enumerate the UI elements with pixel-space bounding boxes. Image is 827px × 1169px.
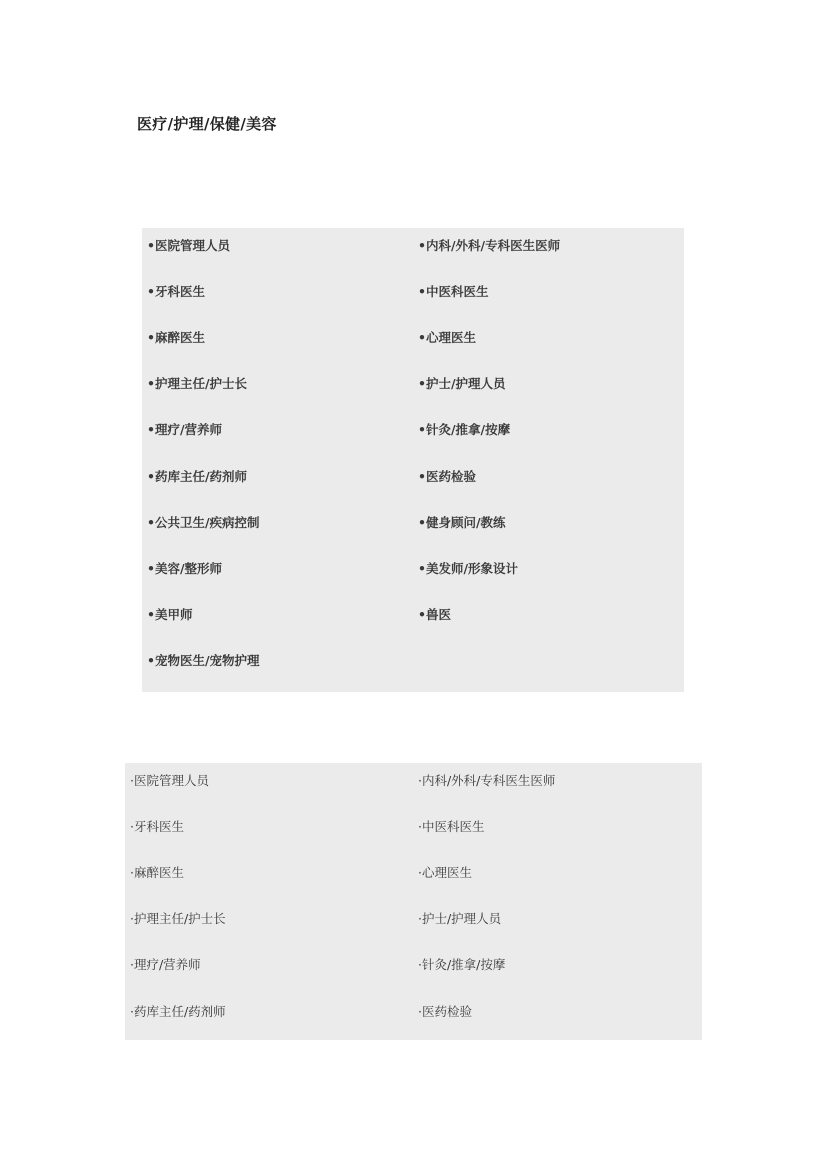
category-link[interactable]: •针灸/推拿/按摩: [418, 422, 511, 438]
category-link[interactable]: •护理主任/护士长: [147, 376, 248, 392]
category-link[interactable]: ·中医科医生: [418, 819, 485, 835]
category-link[interactable]: •护士/护理人员: [418, 376, 506, 392]
category-link[interactable]: ·护士/护理人员: [418, 911, 502, 927]
category-link[interactable]: ·药库主任/药剂师: [130, 1003, 226, 1019]
category-link[interactable]: •美发师/形象设计: [418, 560, 519, 576]
category-link[interactable]: •中医科医生: [418, 284, 489, 300]
category-list-bold: [142, 228, 684, 692]
category-link[interactable]: •心理医生: [418, 330, 476, 346]
category-link[interactable]: •公共卫生/疾病控制: [147, 514, 260, 530]
category-link[interactable]: •美容/整形师: [147, 560, 223, 576]
category-link[interactable]: •健身顾问/教练: [418, 514, 506, 530]
category-link[interactable]: ·麻醉医生: [130, 865, 184, 881]
category-link[interactable]: •医药检验: [418, 468, 476, 484]
category-link[interactable]: ·内科/外科/专科医生医师: [418, 773, 556, 788]
category-link[interactable]: •牙科医生: [147, 284, 205, 300]
category-link[interactable]: ·医院管理人员: [130, 773, 209, 788]
category-link[interactable]: •药库主任/药剂师: [147, 468, 248, 484]
category-link[interactable]: ·医药检验: [418, 1003, 472, 1019]
category-link[interactable]: ·理疗/营养师: [130, 957, 201, 973]
category-link[interactable]: ·牙科医生: [130, 819, 184, 835]
category-link[interactable]: ·护理主任/护士长: [130, 911, 226, 927]
category-link[interactable]: •宠物医生/宠物护理: [147, 652, 260, 668]
category-link[interactable]: •兽医: [418, 606, 451, 622]
category-link[interactable]: •麻醉医生: [147, 330, 205, 346]
category-link[interactable]: •医院管理人员: [147, 238, 230, 253]
category-link[interactable]: •理疗/营养师: [147, 422, 223, 438]
category-list-plain: [125, 763, 702, 1040]
category-link[interactable]: ·心理医生: [418, 865, 472, 881]
page-title: 医疗/护理/保健/美容: [137, 115, 277, 133]
category-link[interactable]: •美甲师: [147, 606, 193, 622]
category-link[interactable]: •内科/外科/专科医生医师: [418, 238, 561, 253]
category-link[interactable]: ·针灸/推拿/按摩: [418, 957, 506, 973]
